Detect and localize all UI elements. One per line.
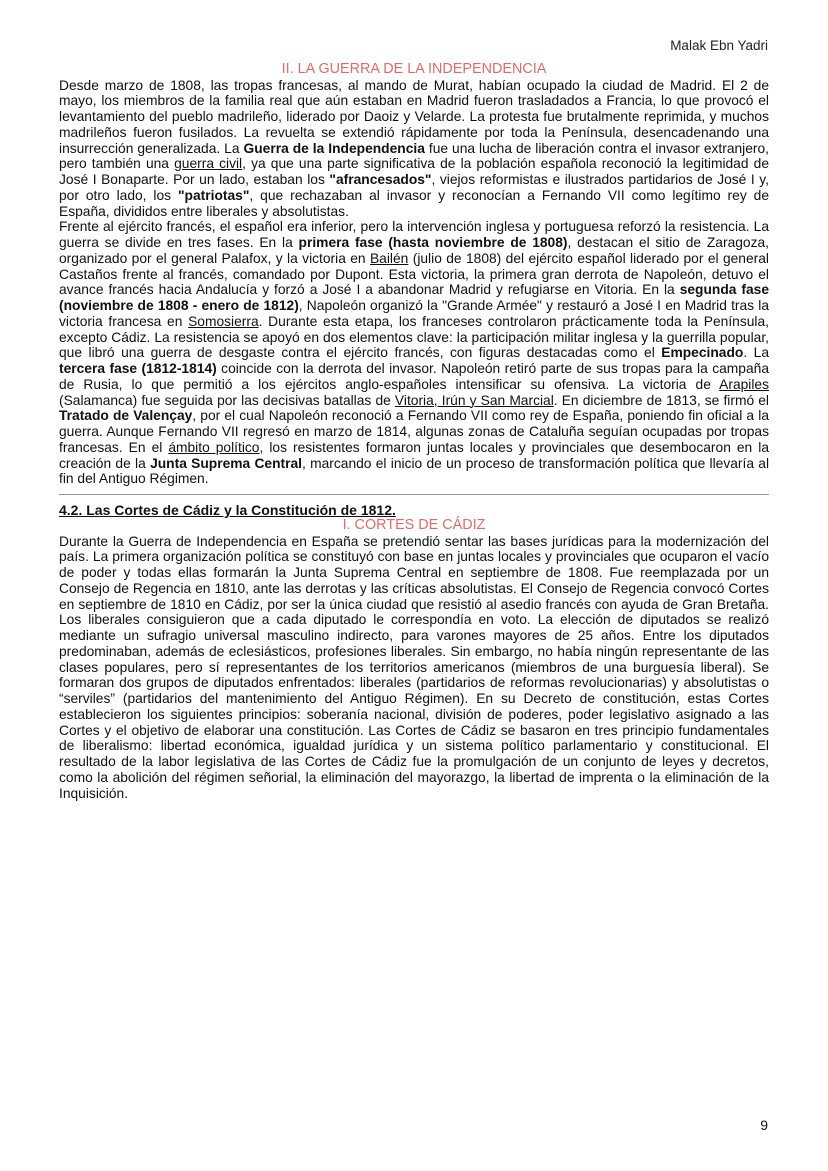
page-content	[59, 62, 769, 801]
text-run: . En diciembre de 1813, se firmó el	[553, 392, 769, 408]
text-run: , viejos reformistas e ilustrados partidarios de José I y, por otro lado, los	[59, 172, 769, 203]
underlined-term: ámbito político	[168, 439, 260, 455]
paragraph	[59, 219, 769, 487]
underlined-term: Vitoria, Irún y San Marcial	[394, 392, 554, 408]
bold-term: Guerra de la Independencia	[243, 140, 425, 156]
text-run: , marcando el inicio de un proceso de transformación política que llevaría al fin del Antiguo Régimen.	[59, 455, 770, 487]
paragraph	[59, 78, 769, 220]
text-run: Frente al ejército francés, el español era inferior, pero la intervención inglesa y portuguesa reforzó la resistencia. La guerra se divide en tres fases. En la	[59, 219, 769, 250]
text-run: , que rechazaban al invasor y reconocían a Fernando VII como legítimo rey de España, divididos entre liberales y absolutistas.	[59, 187, 770, 219]
bold-term: Tratado de Valençay	[59, 408, 193, 424]
text-run: . La	[743, 345, 769, 361]
text-run: Durante la Guerra de Independencia en España se pretendió sentar las bases jurídicas para la modernización del país. La primera organización política se constituyó con base en juntas locales y provinciales que ocuparon el vacío de poder y todas ellas formarán la Junta Suprema Central en septiembre de 1808. Fue reemplazada por un Consejo de Regencia en 1810, ante las derrotas y las críticas absolutistas. El Consejo de Regencia convocó Cortes en septiembre de 1810 en Cádiz, por ser la única ciudad que resistió al asedio francés con ayuda de Gran Bretaña. Los liberales consiguieron que a cada diputado le correspondía en voto. La elección de diputados se realizó mediante un sufragio universal masculino indirecto, para varones mayores de 25 años. Entre los diputados predominaban, además de eclesiásticos, profesiones liberales. Sin embargo, no había ningún representante de las clases populares, pero sí representantes de los territorios americanos (miembros de una burguesía liberal). Se formaran dos grupos de diputados enfrentados: liberales (partidarios de reformas revolucionarias) y absolutistas o “serviles” (partidarios del mantenimiento del Antiguo Régimen). En su Decreto de constitución, estas Cortes establecieron los siguientes principios: soberanía nacional, división de poderes, poder legislativo asignado a las Cortes y el objetivo de elaborar una constitución. Las Cortes de Cádiz se basaron en tres principio fundamentales de liberalismo: libertad económica, igualdad jurídica y un sistema político parlamentario y constitucional. El resultado de la labor legislativa de las Cortes de Cádiz fue la promulgación de un conjunto de leyes y decretos, como la abolición del régimen señorial, la eliminación del mayorazgo, la libertad de imprenta o la eliminación de la Inquisición.	[59, 533, 769, 801]
bold-term: tercera fase (1812-1814)	[59, 361, 217, 376]
underlined-term: guerra civil	[174, 156, 243, 172]
underlined-term: Somosierra	[188, 313, 259, 329]
bold-term: primera fase (hasta noviembre de 1808)	[298, 235, 568, 250]
underlined-term: Bailén	[369, 250, 409, 266]
section-title-cortes: 4.2. Las Cortes de Cádiz y la Constitución de 1812.	[59, 502, 396, 518]
bold-term: "afrancesados"	[329, 172, 432, 187]
underlined-term: Arapiles	[719, 376, 769, 392]
text-run: fue una lucha de liberación contra el invasor extranjero, pero también una	[59, 140, 770, 172]
text-run: . Durante esta etapa, los franceses controlaron prácticamente toda la Península, excepto Cádiz. La resistencia se apoyó en dos elementos clave: la participación militar inglesa y la guerrilla popular, que libró una guerra de desgaste contra el ejército francés, con figuras destacadas como el	[59, 313, 769, 361]
author-name: Malak Ebn Yadri	[670, 38, 768, 53]
section-heading-guerra: II. LA GUERRA DE LA INDEPENDENCIA	[281, 61, 547, 77]
text-run: Desde marzo de 1808, las tropas francesas, al mando de Murat, habían ocupado la ciudad de Madrid. El 2 de mayo, los miembros de la familia real que aún estaban en Madrid fueron trasladados a Francia, lo que provocó el levantamiento del pueblo madrileño, liderado por Daoiz y Velarde. La protesta fue brutalmente reprimida, y muchos madrileños fueron fusilados. La revuelta se extendió rápidamente por toda la Península, desencadenando una insurrección generalizada. La	[59, 77, 769, 156]
bold-term: "patriotas"	[178, 187, 250, 203]
text-run: (Salamanca) fue seguida por las decisivas batallas de	[59, 392, 395, 408]
text-run: coincide con la derrota del invasor. Napoleón retiró parte de sus tropas para la campaña de Rusia, lo que permitió a los ejércitos anglo-españoles intensificar su ofensiva. La victoria de	[59, 361, 769, 392]
section-divider	[59, 494, 769, 495]
bold-term: Junta Suprema Central	[150, 455, 303, 471]
text-run: , destacan el sitio de Zaragoza, organizado por el general Palafox, y la victoria en	[59, 235, 769, 266]
text-run: , Napoleón organizó la "Grande Armée" y restauró a José I en Madrid tras la victoria francesa en	[59, 298, 769, 329]
paragraph	[59, 534, 769, 802]
section-heading-cortes: I. CORTES DE CÁDIZ	[342, 517, 486, 533]
text-run: , los resistentes formaron juntas locales y provinciales que desembocaron en la creación de la	[59, 439, 769, 471]
text-run: (julio de 1808) del ejército español liderado por el general Castaños frente al francés, comandado por Dupont. Esta victoria, la primera gran derrota de Napoleón, detuvo el avance francés hacia Andalucía y forzó a José I a abandonar Madrid y refugiarse en Vitoria. En la	[59, 250, 769, 298]
text-run: , ya que una parte significativa de la población española reconoció la legitimidad de José I Bonaparte. Por un lado, estaban los	[59, 156, 770, 187]
text-run: , por el cual Napoleón reconoció a Fernando VII como rey de España, poniendo fin oficial a la guerra. Aunque Fernando VII regresó en marzo de 1814, algunas zonas de Cataluña seguían ocupadas por tropas francesas. En el	[59, 408, 769, 455]
bold-term: segunda fase (noviembre de 1808 - enero de 1812)	[59, 282, 769, 313]
bold-term: Empecinado	[661, 345, 744, 361]
page-number: 9	[760, 1117, 768, 1133]
